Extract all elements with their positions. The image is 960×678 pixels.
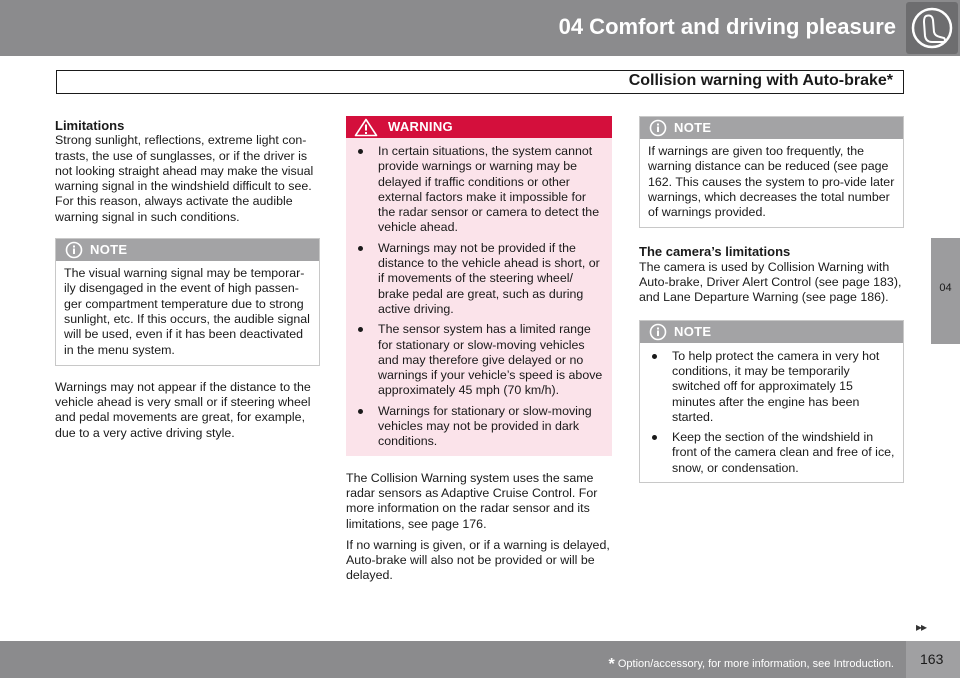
camera-paragraph: The camera is used by Collision Warning with Auto-brake, Driver Alert Control (see page 183), and Lane Departure Warning (see page 186). bbox=[639, 259, 902, 305]
note-text: If warnings are given too frequently, the warning distance can be reduced (see page 162. This causes the system to pro-vide later warnings, which decreases the total number of warnings provided. bbox=[648, 144, 895, 220]
page-number: 163 bbox=[920, 651, 944, 667]
warning-list bbox=[346, 138, 612, 456]
note-header bbox=[56, 239, 319, 261]
warning-item: Warnings may not be provided if the distance to the vehicle ahead is short, or if movements of the steering wheel/ brake pedal are great, such as during active driving. bbox=[354, 241, 604, 317]
note-item: To help protect the camera in very hot conditions, it may be temporarily switched off for approximately 15 minutes after the engine has been started. bbox=[648, 349, 895, 425]
warning-triangle-icon bbox=[354, 118, 378, 137]
info-icon bbox=[648, 323, 668, 341]
note-item: Keep the section of the windshield in front of the camera clean and free of ice, snow, or condensation. bbox=[648, 430, 895, 476]
section-title: Collision warning with Auto-brake* bbox=[628, 72, 893, 89]
warning-item: Warnings for stationary or slow-moving vehicles may not be provided in dark conditions. bbox=[354, 404, 604, 450]
limitations-intro: Strong sunlight, reflections, extreme light con-trasts, the use of sunglasses, or if the driver is not looking straight ahead may make the visual warning signal in the windshield difficult to see. For this reason, always activate the audible warning signal in such conditions. bbox=[55, 133, 314, 224]
left-column bbox=[55, 118, 320, 441]
warning-header bbox=[346, 116, 612, 138]
note-list bbox=[640, 343, 903, 482]
warning-box bbox=[346, 116, 612, 456]
note-label: NOTE bbox=[90, 242, 128, 258]
note-text: The visual warning signal may be temporar-ily disengaged in the event of high passen-ger compartment temperature due to strong sunlight, etc. If this occurs, the audible signal will be used, even if it has been deactivated in the menu system. bbox=[64, 266, 310, 357]
note-box bbox=[55, 238, 320, 366]
note-label: NOTE bbox=[674, 120, 712, 135]
section-header bbox=[56, 70, 904, 94]
chapter-side-tab-label: 04 bbox=[939, 282, 952, 294]
limitations-heading: Limitations bbox=[55, 118, 125, 133]
middle-column bbox=[346, 116, 612, 584]
note-label: NOTE bbox=[674, 323, 712, 339]
note-box bbox=[639, 320, 904, 483]
info-icon bbox=[648, 119, 668, 137]
chapter-side-tab bbox=[931, 238, 960, 344]
footer-note-text: Option/accessory, for more information, see Introduction. bbox=[617, 658, 894, 670]
warning-item: The sensor system has a limited range for stationary or slow-moving vehicles and may therefore give delayed or no warnings if your vehicle’s speed is above approximately 45 mph (70 km/h). bbox=[354, 322, 604, 398]
note-header bbox=[640, 321, 903, 343]
page-footer bbox=[0, 641, 960, 678]
chapter-header bbox=[0, 0, 960, 56]
note-box bbox=[639, 116, 904, 228]
limitations-outro: Warnings may not appear if the distance to the vehicle ahead is very small or if steering wheel and pedal movements are great, for example, due to a very active driving style. bbox=[55, 379, 311, 440]
autobrake-paragraph: If no warning is given, or if a warning is delayed, Auto-brake will also not be provided or will be delayed. bbox=[346, 537, 610, 583]
right-column bbox=[639, 116, 904, 483]
radar-paragraph: The Collision Warning system uses the same radar sensors as Adaptive Cruise Control. For more information on the radar sensor and its limitations, see page 176. bbox=[346, 470, 598, 531]
page-number-box bbox=[906, 641, 960, 678]
footer-note bbox=[609, 654, 894, 672]
footer-star: * bbox=[608, 656, 615, 673]
warning-item: In certain situations, the system cannot provide warnings or warning may be delayed if traffic conditions or other external factors make it impossible for the radar sensor or camera to detect the vehicle ahead. bbox=[354, 144, 604, 236]
continue-arrows-icon: ▸▸ bbox=[916, 620, 927, 634]
note-header bbox=[640, 117, 903, 139]
camera-limitations-heading: The camera’s limitations bbox=[639, 244, 791, 260]
seat-icon bbox=[906, 2, 958, 54]
info-icon bbox=[64, 241, 84, 259]
warning-label: WARNING bbox=[388, 119, 453, 134]
chapter-title: 04 Comfort and driving pleasure bbox=[558, 14, 896, 39]
